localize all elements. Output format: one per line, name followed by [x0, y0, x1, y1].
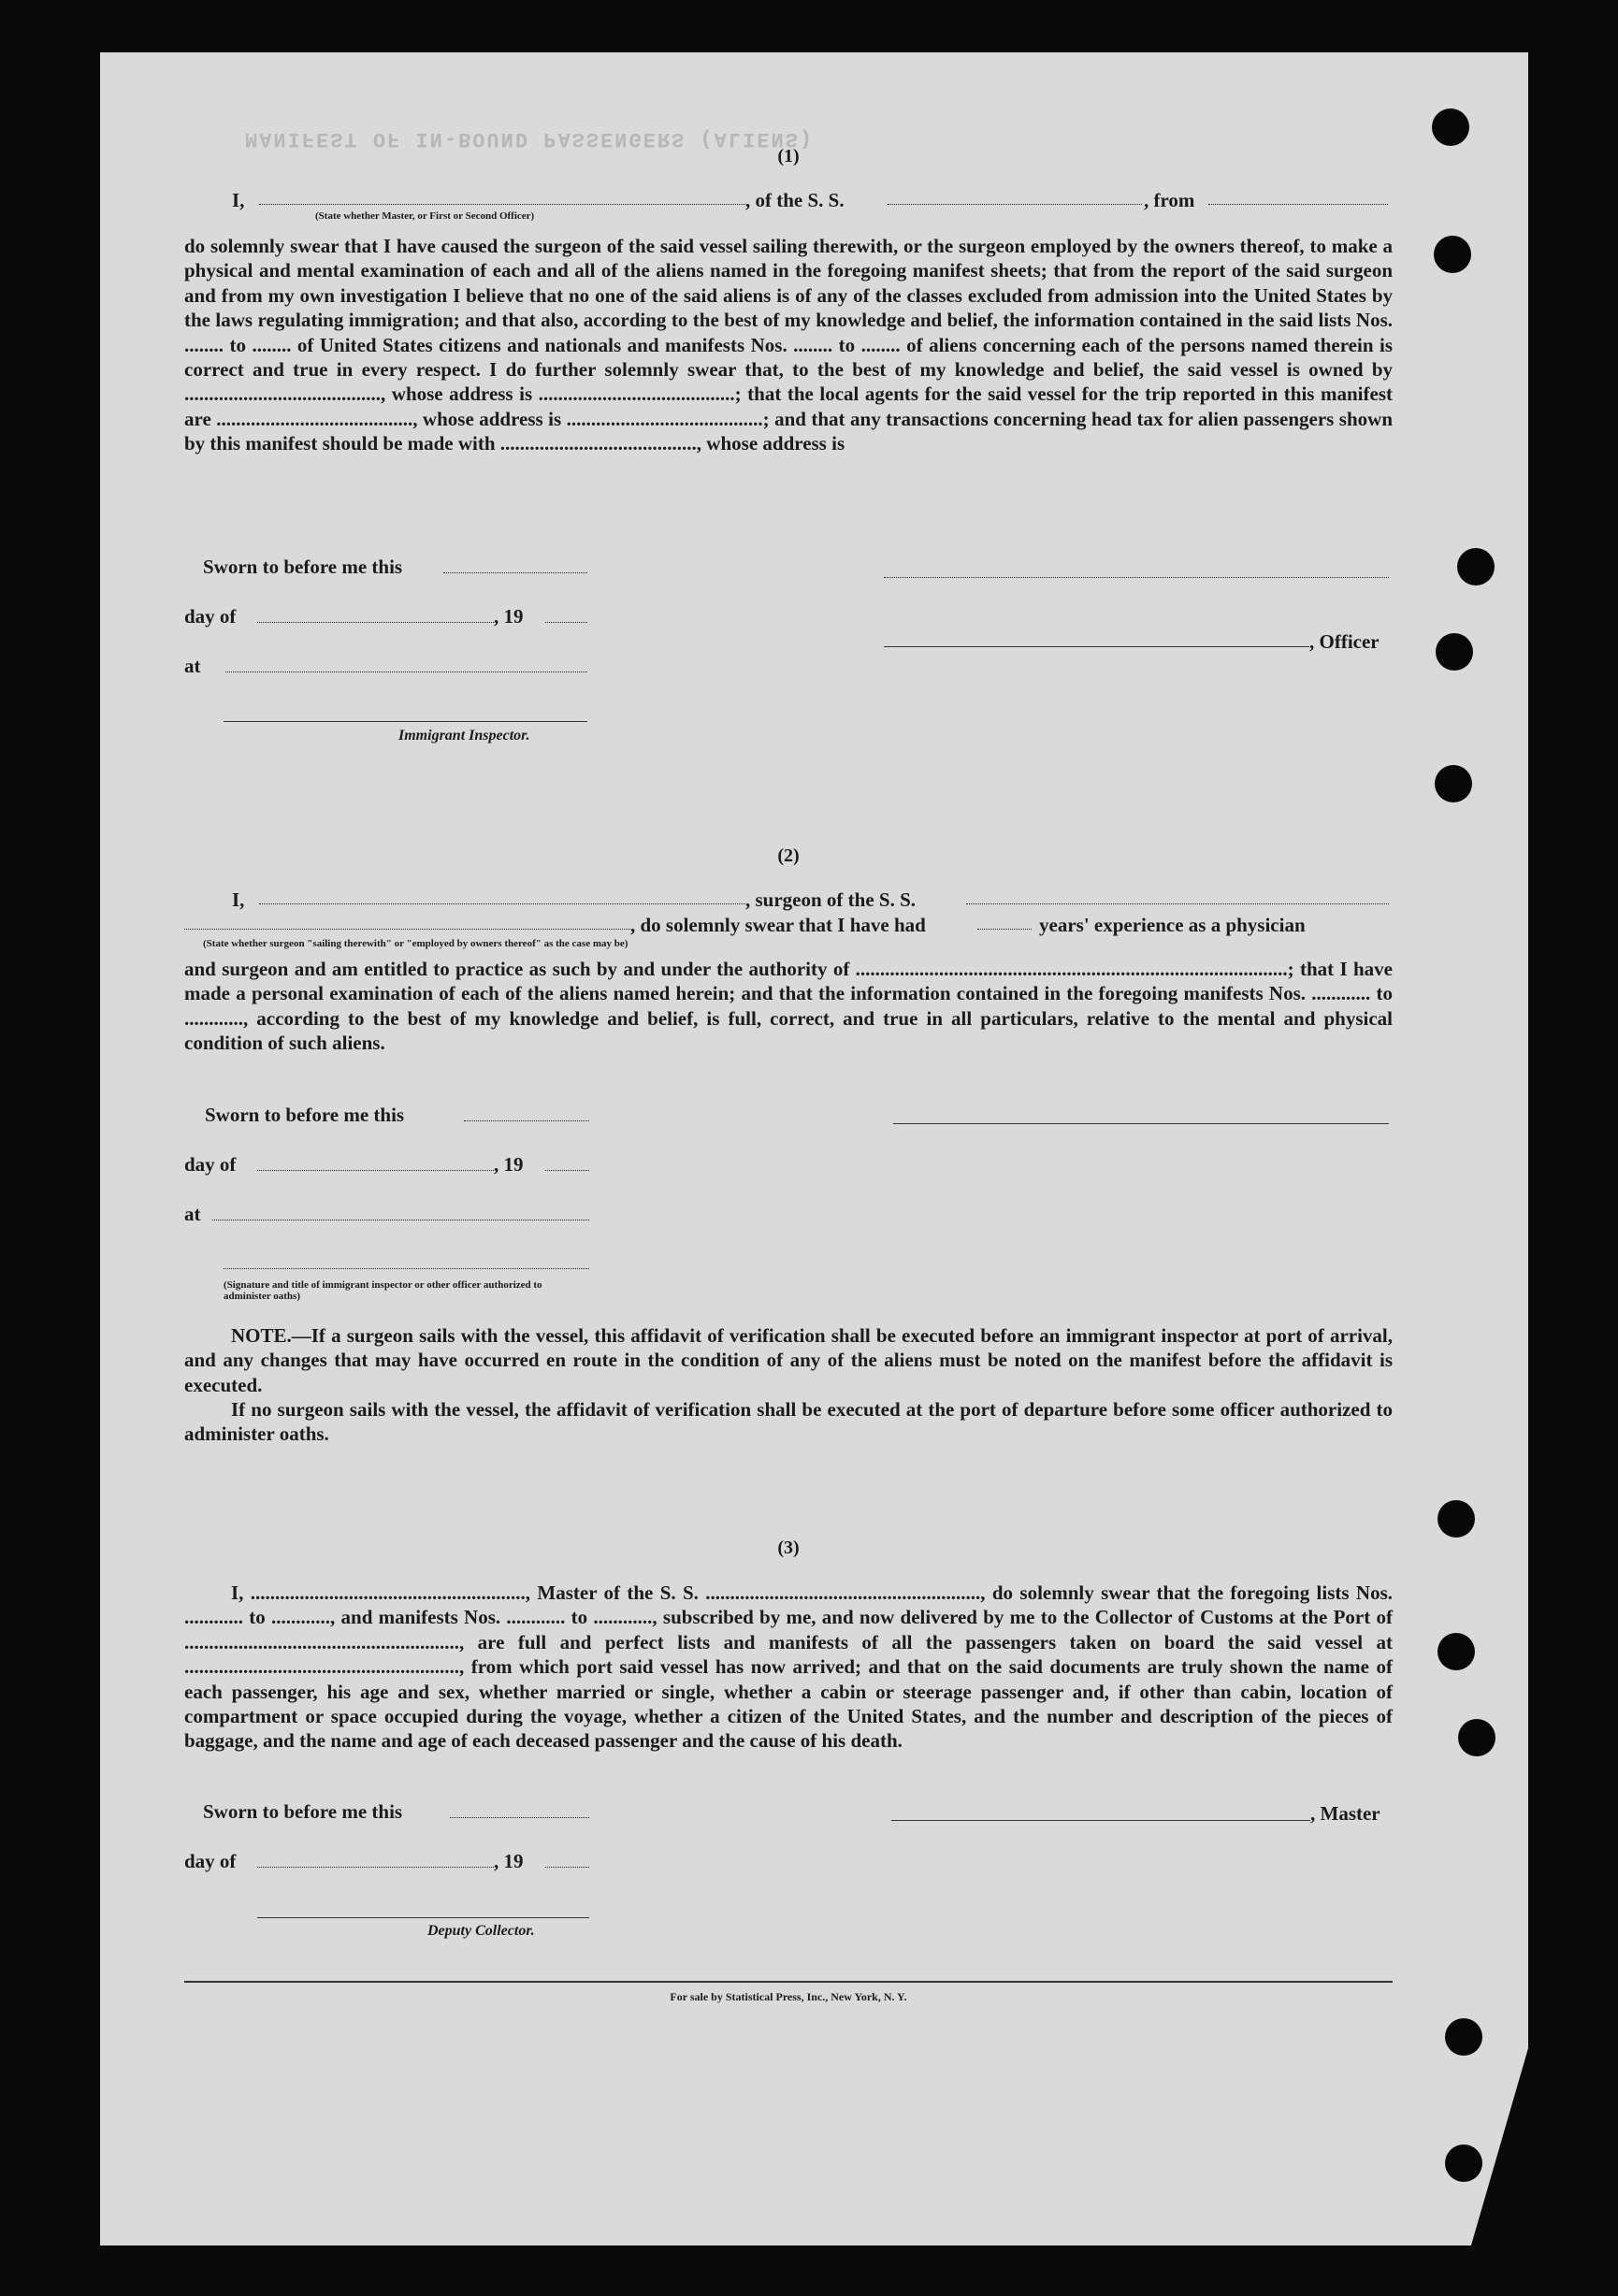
sworn-label: Sworn to before me this: [205, 1104, 405, 1126]
sworn-label: Sworn to before me this: [203, 1800, 403, 1823]
sworn-day-field[interactable]: [443, 572, 587, 573]
vessel-name-field[interactable]: [966, 903, 1389, 904]
officer-label: , Officer: [1309, 630, 1380, 653]
punch-hole: [1457, 548, 1495, 585]
i-label: I,: [232, 888, 245, 911]
punch-hole: [1437, 1633, 1475, 1670]
note-paragraph-2: If no surgeon sails with the vessel, the affidavit of verification shall be executed at the port of departure before some officer authorized to administer oaths.: [184, 1398, 1393, 1446]
punch-hole: [1445, 2144, 1482, 2182]
deputy-caption: Deputy Collector.: [427, 1923, 535, 1939]
sworn-day-field[interactable]: [450, 1817, 589, 1818]
at-label: at: [184, 1203, 201, 1225]
printer-credit: For sale by Statistical Press, Inc., New York, N. Y.: [670, 1990, 907, 2003]
punch-hole: [1435, 765, 1472, 802]
officer-name-field[interactable]: [259, 204, 745, 205]
punch-hole: [1458, 1719, 1495, 1756]
bleed-through-text: MANIFEST OF IN-BOUND PASSENGERS (ALIENS): [245, 127, 815, 151]
year-label: , 19: [494, 1850, 524, 1872]
experience-label: years' experience as a physician: [1039, 914, 1306, 936]
at-label: at: [184, 655, 201, 677]
surgeon-of-label: , surgeon of the S. S.: [745, 888, 917, 911]
deputy-signature-line[interactable]: [257, 1917, 589, 1918]
year-label: , 19: [494, 605, 524, 628]
year-field[interactable]: [545, 1170, 589, 1171]
signature-note: (Signature and title of immigrant inspector or other officer authorized to administer oaths): [224, 1279, 542, 1302]
inspector-caption: Immigrant Inspector.: [398, 728, 530, 744]
note-paragraph-1: NOTE.—If a surgeon sails with the vessel, this affidavit of verification shall be executed before an immigrant inspector at port of arrival, and any changes that may have occurred en route in the condition of any of the aliens must be noted on the manifest before the affidavit is executed.: [184, 1324, 1393, 1396]
day-of-label: day of: [184, 1153, 237, 1176]
vessel-name-field[interactable]: [888, 204, 1142, 205]
month-field[interactable]: [257, 622, 494, 623]
oath-text: do solemnly swear that I have caused the surgeon of the said vessel sailing therewith, or the surgeon employed by the owners thereof, to make a physical and mental examination of each and all of the aliens named in the foregoing manifest sheets; that from the report of the said surgeon and from my own investigation I believe that no one of the said aliens is of any of the classes excluded from admission into the United States by the laws regulating immigration; and that also, according to the best of my knowledge and belief, the information contained in the said lists Nos. ........ to ........ of United States citizens and nationals and manifests Nos. ........ to ........ of aliens concerning each of the persons named therein is correct and true in every respect. I do further solemnly swear that, to the best of my knowledge and belief, the said vessel is owned by ........................................, whose address is ........................................; that the local agents for the said vessel for the trip reported in this manifest are ........................................, whose address is ........................................; and that any transactions concerning head tax for alien passengers shown by this manifest should be made with ........................................, whose address is: [184, 235, 1393, 455]
at-field[interactable]: [225, 671, 587, 672]
from-port-field[interactable]: [1208, 204, 1388, 205]
year-field[interactable]: [545, 622, 587, 623]
surgeon-status-note: (State whether surgeon "sailing therewith" or "employed by owners thereof" as the case may be): [203, 938, 628, 949]
year-field[interactable]: [545, 1867, 589, 1868]
from-label: , from: [1144, 189, 1195, 211]
month-field[interactable]: [257, 1867, 494, 1868]
affidavit-section-2: [184, 842, 1393, 1446]
officer-rank-note: (State whether Master, or First or Second Officer): [315, 210, 535, 222]
inspector-signature-line[interactable]: [224, 721, 587, 722]
master-label: , Master: [1310, 1802, 1380, 1825]
years-field[interactable]: [977, 929, 1032, 930]
master-signature-line[interactable]: [891, 1820, 1310, 1821]
day-of-label: day of: [184, 1850, 237, 1872]
punch-hole: [1436, 633, 1473, 671]
surgeon-name-field[interactable]: [259, 903, 745, 904]
section-number: (2): [777, 845, 800, 866]
day-of-label: day of: [184, 605, 237, 628]
of-ss-label: , of the S. S.: [745, 189, 845, 211]
surgeon-status-field[interactable]: [184, 929, 630, 930]
punch-hole: [1432, 108, 1469, 146]
sworn-day-field[interactable]: [464, 1120, 589, 1121]
officer-signature-line-1[interactable]: [884, 577, 1389, 578]
officer-signature-field[interactable]: [224, 1268, 589, 1269]
section-number: (3): [777, 1538, 800, 1558]
punch-hole: [1445, 2018, 1482, 2056]
punch-hole: [1434, 236, 1471, 273]
officer-signature-line[interactable]: [884, 646, 1309, 647]
swear-label: , do solemnly swear that I have had: [630, 914, 926, 936]
surgeon-signature-line[interactable]: [893, 1123, 1389, 1124]
month-field[interactable]: [257, 1170, 494, 1171]
surgeon-oath-text: and surgeon and am entitled to practice as such by and under the authority of ........................................................................................; that I have made a personal examination of each of the aliens named herein; and that the information contained in the foregoing manifests Nos. ............ to ............, according to the best of my knowledge and belief, is full, correct, and true in all particulars, relative to the mental and physical condition of such aliens.: [184, 958, 1393, 1055]
year-label: , 19: [494, 1153, 524, 1176]
affidavit-section-3: [184, 1534, 1393, 1955]
i-label: I,: [232, 189, 245, 211]
section-number: (1): [777, 146, 800, 166]
footer-rule: [184, 1981, 1393, 1983]
master-oath-text: I, ........................................................, Master of the S. S. ........................................................, do solemnly swear that the foregoing lists Nos. ............ to ............, and manifests Nos. ............ to ............, subscribed by me, and now delivered by me to the Collector of Customs at the Port of ........................................................, are full and perfect lists and manifests of all the passengers taken on board the said vessel at ........................................................, from which port said vessel has now arrived; and that on the said documents are truly shown the name of each passenger, his age and sex, whether married or single, whether a cabin or steerage passenger and, if other than cabin, location of compartment or space occupied during the voyage, whether a citizen of the United States, and the number and description of the pieces of baggage, and the name and age of each deceased passenger and the cause of his death.: [184, 1581, 1393, 1753]
punch-hole: [1437, 1500, 1475, 1538]
affidavit-section-1: [184, 140, 1393, 758]
sworn-label: Sworn to before me this: [203, 556, 403, 578]
